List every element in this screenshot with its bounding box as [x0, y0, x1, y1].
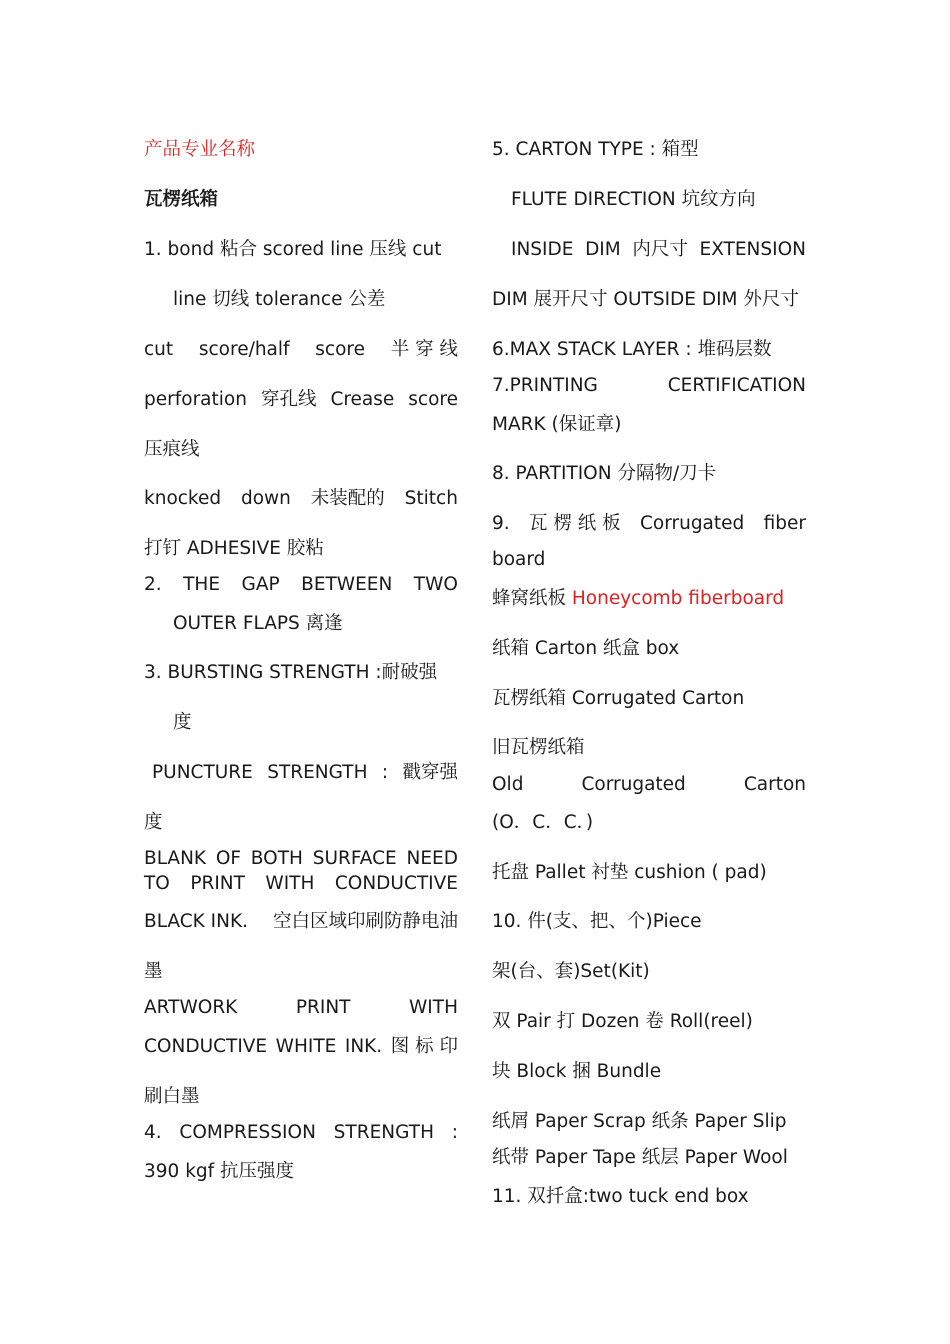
right-line-12 [492, 636, 806, 662]
right-line-10 [492, 547, 806, 573]
line-word: 2. [144, 574, 162, 595]
left-line-10 [144, 572, 458, 598]
line-text: 度 [173, 712, 192, 733]
left-line-17 [144, 871, 458, 897]
line-word: 7.PRINTING [492, 375, 598, 396]
line-text: 度 [144, 812, 163, 833]
line-word: 内尺寸 [632, 239, 688, 260]
line-word: TO [144, 873, 170, 894]
line-word: 半 穿 线 [390, 339, 458, 360]
line-word: COMPRESSION [179, 1122, 316, 1143]
line-word: Stitch [404, 488, 458, 509]
highlight-text: Honeycomb fiberboard [571, 588, 785, 609]
line-text: 旧瓦楞纸箱 [492, 737, 585, 758]
line-word: score [408, 389, 458, 410]
right-line-19 [492, 959, 806, 985]
line-text: FLUTE DIRECTION 坑纹方向 [511, 189, 756, 210]
line-text: 纸带 Paper Tape 纸层 Paper Wool [492, 1147, 788, 1168]
line-text: 390 kgf 抗压强度 [144, 1161, 295, 1182]
line-word: cut [144, 339, 174, 360]
left-line-18 [144, 909, 458, 935]
line-word: CERTIFICATION [667, 375, 806, 396]
line-text: 5. CARTON TYPE : 箱型 [492, 139, 699, 160]
line-word: GAP [241, 574, 280, 595]
right-line-20 [492, 1009, 806, 1035]
line-word: 瓦 楞 纸 板 [528, 513, 621, 534]
left-line-16 [144, 846, 458, 872]
left-line-21 [144, 1034, 458, 1060]
right-line-17 [492, 860, 806, 886]
right-line-11 [492, 586, 806, 612]
line-text: 6.MAX STACK LAYER : 堆码层数 [492, 339, 772, 360]
line-text: line 切线 tolerance 公差 [173, 289, 386, 310]
line-word: fiber [763, 513, 806, 534]
right-line-24 [492, 1184, 806, 1210]
right-line-5 [492, 337, 806, 363]
right-line-14 [492, 735, 806, 761]
line-text: 10. 件(支、把、个)Piece [492, 911, 702, 932]
line-word: Old [492, 774, 524, 795]
line-text: 托盘 Pallet 衬垫 cushion ( pad) [492, 862, 767, 883]
line-word: 4. [144, 1122, 162, 1143]
line-word: SURFACE [312, 848, 397, 869]
line-text: 瓦楞纸箱 Corrugated Carton [492, 688, 745, 709]
right-line-7 [492, 412, 806, 438]
line-word: 9. [492, 513, 510, 534]
line-text: 1. bond 粘合 scored line 压线 cut [144, 239, 442, 260]
line-word: EXTENSION [699, 239, 806, 260]
left-line-22 [144, 1084, 458, 1110]
right-line-15 [492, 772, 806, 798]
line-word: DIM [585, 239, 621, 260]
left-line-13 [173, 710, 458, 736]
line-word: 图 标 印 [390, 1036, 458, 1057]
line-word: knocked [144, 488, 222, 509]
line-word: BLACK INK. [144, 911, 248, 932]
left-line-6 [144, 387, 458, 413]
line-text: 8. PARTITION 分隔物/刀卡 [492, 463, 717, 484]
line-text: 双 Pair 打 Dozen 卷 Roll(reel) [492, 1011, 753, 1032]
line-text: 3. BURSTING STRENGTH :耐破强 [144, 662, 438, 683]
left-line-9 [144, 536, 458, 562]
left-line-2 [144, 187, 458, 213]
line-word: INK. [344, 1036, 383, 1057]
line-word: 戳穿强 [402, 762, 458, 783]
right-line-9 [492, 511, 806, 537]
right-line-16 [492, 810, 806, 836]
right-line-6 [492, 373, 806, 399]
right-line-3 [511, 237, 806, 263]
left-line-14 [152, 760, 458, 786]
right-line-21 [492, 1059, 806, 1085]
left-line-7 [144, 437, 458, 463]
right-line-1 [492, 137, 806, 163]
line-word: STRENGTH [333, 1122, 434, 1143]
left-line-4 [173, 287, 458, 313]
line-text: 架(台、套)Set(Kit) [492, 961, 650, 982]
line-word: CONDUCTIVE [334, 873, 458, 894]
line-word: 穿孔线 [260, 389, 317, 410]
line-word: 未装配的 [310, 488, 385, 509]
left-line-15 [144, 810, 458, 836]
line-word: TWO [413, 574, 458, 595]
line-text: 块 Block 捆 Bundle [492, 1061, 662, 1082]
line-word: score/half [198, 339, 290, 360]
line-word: perforation [144, 389, 247, 410]
line-word: 空白区域印刷防静电油 [272, 911, 458, 932]
line-word: WHITE [275, 1036, 337, 1057]
left-line-24 [144, 1159, 458, 1185]
line-word: Crease [330, 389, 395, 410]
left-line-19 [144, 959, 458, 985]
left-line-8 [144, 486, 458, 512]
line-word: down [240, 488, 291, 509]
line-text: 打钉 ADHESIVE 胶粘 [144, 538, 324, 559]
line-word: Corrugated [639, 513, 745, 534]
right-line-2 [511, 187, 806, 213]
line-word: ARTWORK [144, 997, 238, 1018]
line-text: (O．C．C．) [492, 812, 594, 833]
line-word: NEED [406, 848, 458, 869]
line-word: OF [215, 848, 242, 869]
line-text: 11. 双扦盒:two tuck end box [492, 1186, 749, 1207]
line-word: BETWEEN [301, 574, 393, 595]
line-text: 墨 [144, 961, 163, 982]
line-word: Corrugated [581, 774, 686, 795]
line-text: 压痕线 [144, 439, 200, 460]
left-line-11 [173, 611, 458, 637]
line-word: PRINT [295, 997, 351, 1018]
right-line-23 [492, 1145, 806, 1171]
right-line-22 [492, 1109, 806, 1135]
line-text: 产品专业名称 [144, 139, 256, 160]
line-word: PUNCTURE [152, 762, 253, 783]
line-text: 纸屑 Paper Scrap 纸条 Paper Slip [492, 1111, 787, 1132]
line-text: 瓦楞纸箱 [144, 189, 219, 210]
right-line-13 [492, 686, 806, 712]
left-line-1 [144, 137, 458, 163]
line-word: STRENGTH [267, 762, 368, 783]
left-line-5 [144, 337, 458, 363]
line-word: PRINT [190, 873, 245, 894]
line-text: OUTER FLAPS 离逢 [173, 613, 343, 634]
line-text: MARK (保证章) [492, 414, 622, 435]
line-text: 纸箱 Carton 纸盒 box [492, 638, 680, 659]
line-word: WITH [409, 997, 458, 1018]
right-line-18 [492, 909, 806, 935]
line-word: CONDUCTIVE [144, 1036, 268, 1057]
line-word: Carton [743, 774, 806, 795]
left-line-20 [144, 995, 458, 1021]
line-word: : [381, 762, 389, 783]
left-line-12 [144, 660, 458, 686]
line-word: : [451, 1122, 458, 1143]
right-line-4 [492, 287, 806, 313]
line-text: board [492, 549, 546, 570]
line-word: score [315, 339, 365, 360]
line-text: 刷白墨 [144, 1086, 200, 1107]
line-word: WITH [265, 873, 315, 894]
line-text: 蜂窝纸板 [492, 588, 572, 609]
left-line-3 [144, 237, 458, 263]
right-line-8 [492, 461, 806, 487]
line-text: DIM 展开尺寸 OUTSIDE DIM 外尺寸 [492, 289, 799, 310]
line-word: BLANK [144, 848, 207, 869]
line-word: THE [183, 574, 221, 595]
line-word: INSIDE [511, 239, 574, 260]
left-line-23 [144, 1120, 458, 1146]
line-word: BOTH [250, 848, 303, 869]
